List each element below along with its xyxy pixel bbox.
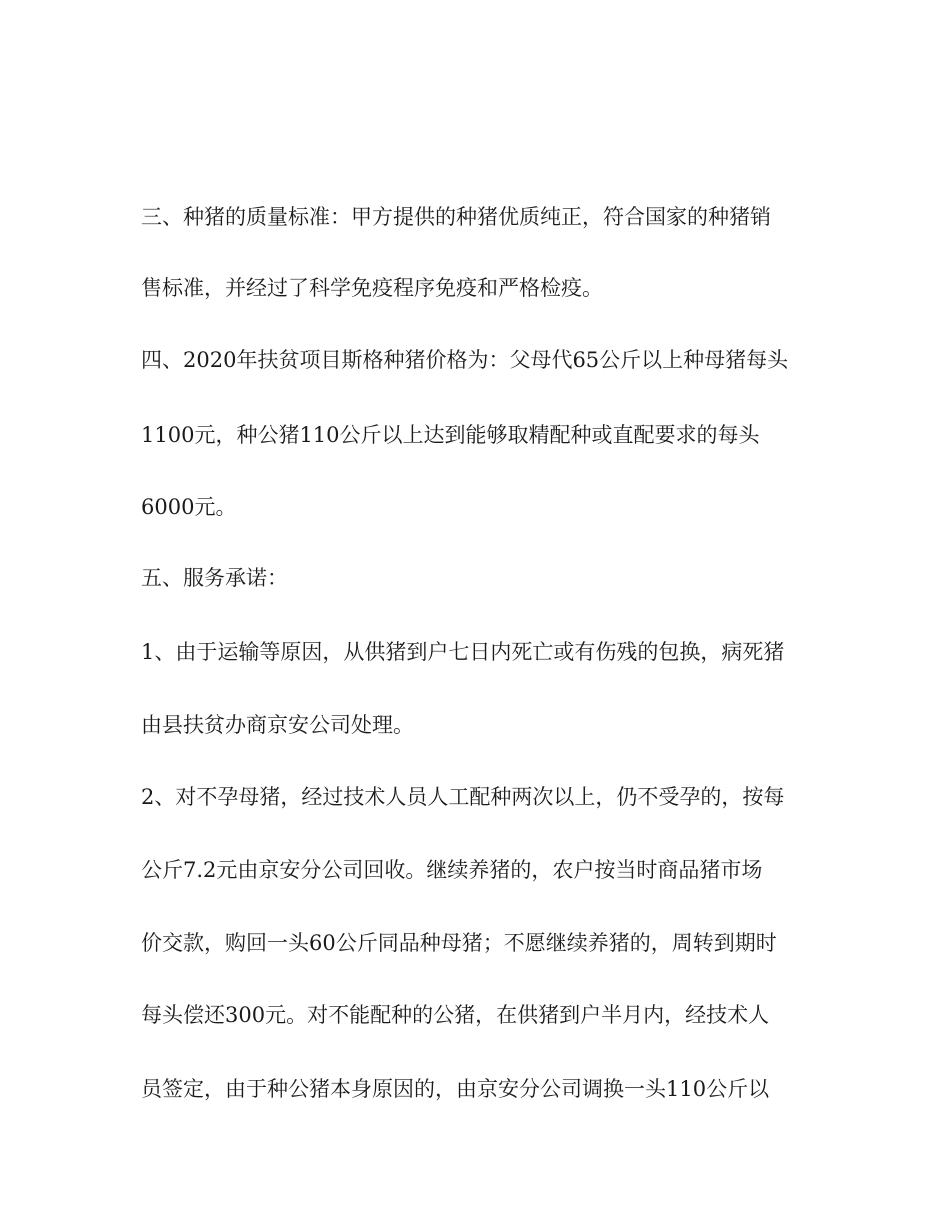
item-2-line-2: 公斤7.2元由京安分公司回收。继续养猪的，农户按当时商品猪市场 xyxy=(141,858,763,882)
item-2-line-1: 2、对不孕母猪，经过技术人员人工配种两次以上，仍不受孕的，按每 xyxy=(141,785,785,809)
item-2-line-3: 价交款，购回一头60公斤同品种母猪；不愿继续养猪的，周转到期时 xyxy=(141,931,777,955)
item-2-line-5: 员签定，由于种公猪本身原因的，由京安分公司调换一头110公斤以 xyxy=(141,1077,770,1101)
item-1-line-2: 由县扶贫办商京安公司处理。 xyxy=(141,713,414,737)
section-4-line-3: 6000元。 xyxy=(141,495,237,519)
section-3-line-2: 售标准，并经过了科学免疫程序免疫和严格检疫。 xyxy=(141,276,603,300)
section-4-line-1: 四、2020年扶贫项目斯格种猪价格为：父母代65公斤以上种母猪每头 xyxy=(141,348,789,372)
section-4-line-2: 1100元，种公猪110公斤以上达到能够取精配种或直配要求的每头 xyxy=(141,423,760,447)
section-5-heading: 五、服务承诺： xyxy=(141,566,288,590)
section-3-line-1: 三、种猪的质量标准：甲方提供的种猪优质纯正，符合国家的种猪销 xyxy=(141,205,771,229)
item-2-line-4: 每头偿还300元。对不能配种的公猪，在供猪到户半月内，经技术人 xyxy=(141,1003,770,1027)
item-1-line-1: 1、由于运输等原因，从供猪到户七日内死亡或有伤残的包换，病死猪 xyxy=(141,640,785,664)
